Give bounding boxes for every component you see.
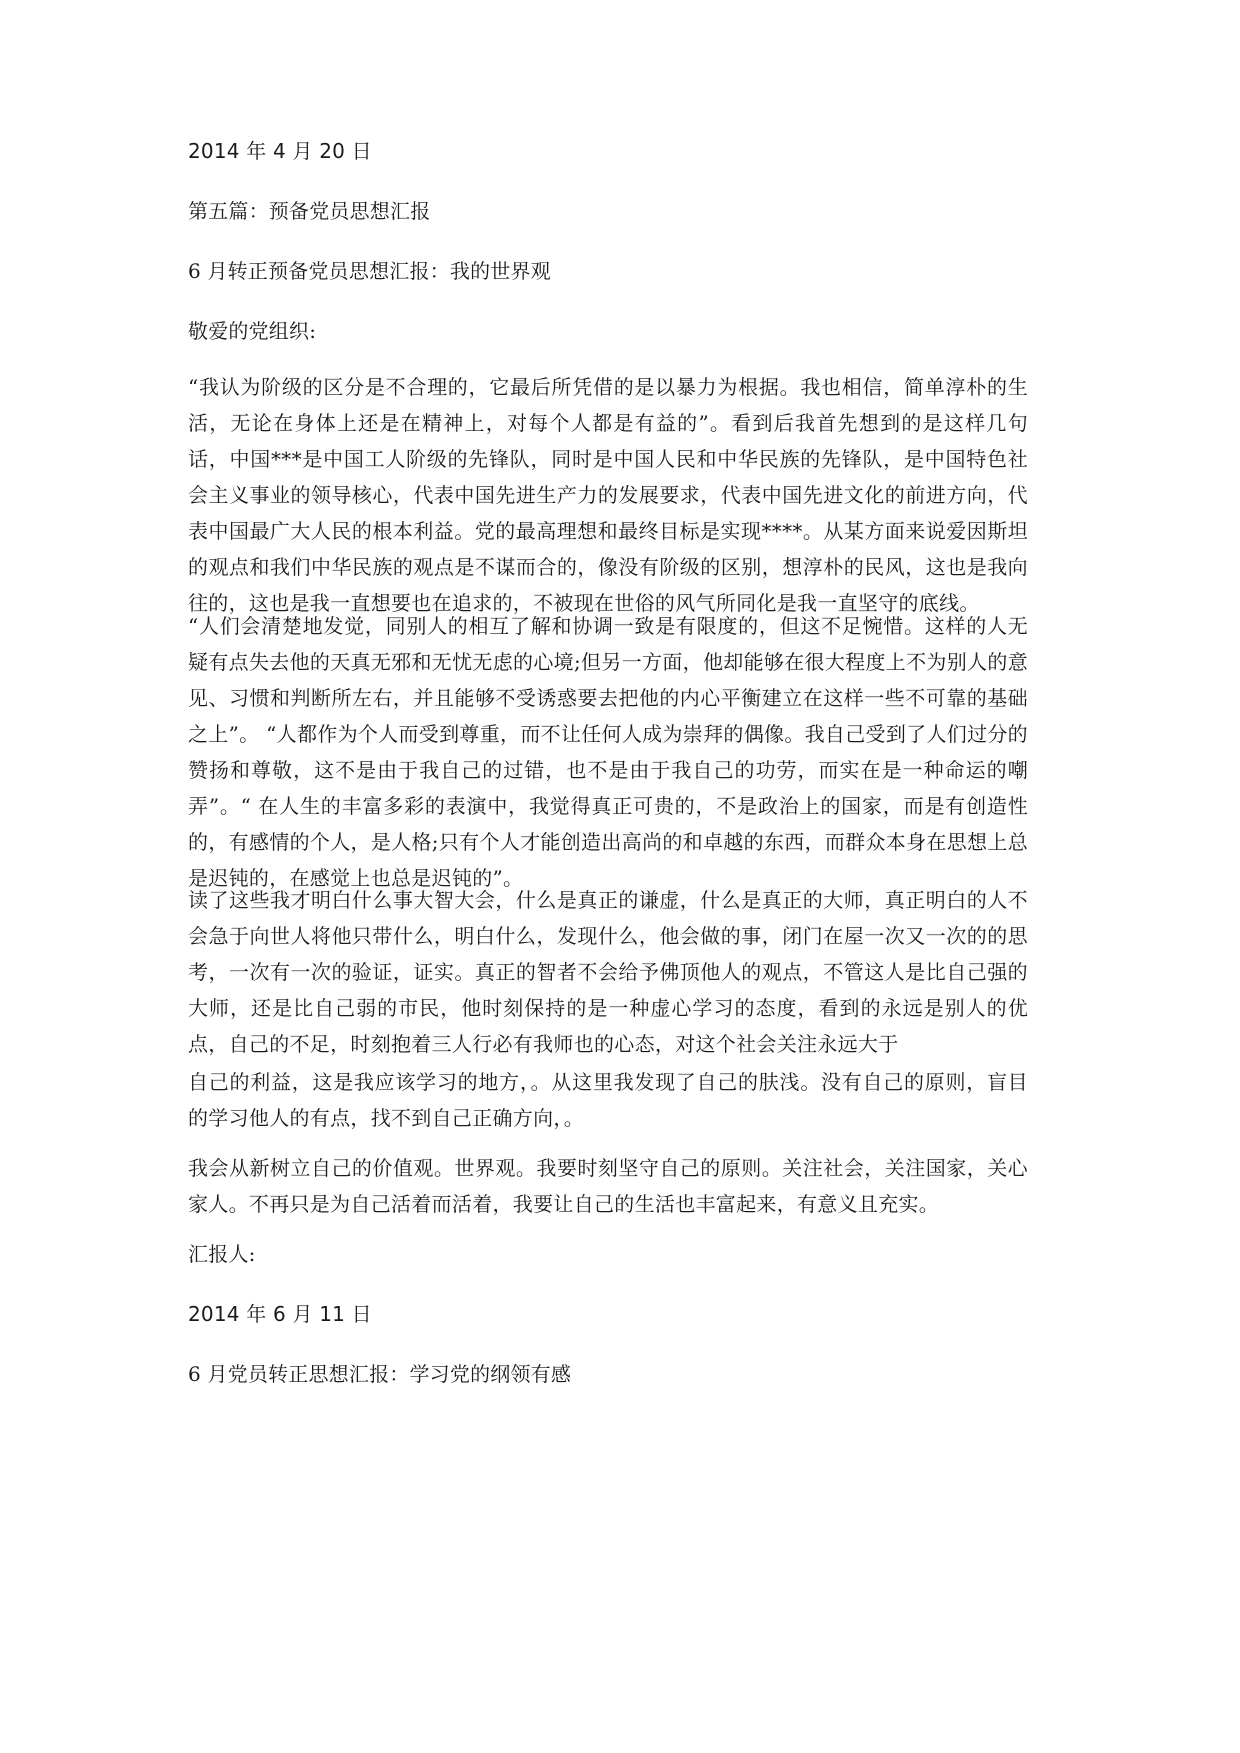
salutation: 敬爱的党组织: — [188, 319, 317, 343]
paragraph-4: 自己的利益，这是我应该学习的地方，。从这里我发现了自己的肤浅。没有自己的原则，盲目的学习他人的有点，找不到自己正确方向，。 — [188, 1070, 1028, 1130]
date-top: 2014 年 4 月 20 日 — [188, 139, 372, 163]
section-title: 第五篇：预备党员思想汇报 — [188, 199, 431, 223]
next-title: 6 月党员转正思想汇报：学习党的纲领有感 — [188, 1362, 572, 1386]
paragraph-2: “人们会清楚地发觉，同别人的相互了解和协调一致是有限度的，但这不足惋惜。这样的人无疑有点失去他的天真无邪和无忧无虑的心境;但另一方面，他却能够在很大程度上不为别人的意见、习惯和判断所左右，并且能够不受诱惑要去把他的内心平衡建立在这样一些不可靠的基础之上”。 “人都作为个人而受到尊重，而不让任何人成为崇拜的偶像。我自己受到了人们过分的赞扬和尊敬，这不是由于我自己的过错，也不是由于我自己的功劳，而实在是一种命运的嘲弄”。“ 在人生的丰富多彩的表演中，我觉得真正可贵的，不是政治上的国家，而是有创造性的，有感情的个人，是人格;只有个人才能创造出高尚的和卓越的东西，而群众本身在思想上总是迟钝的，在感觉上也总是迟钝的”。 — [188, 614, 1028, 890]
report-title: 6 月转正预备党员思想汇报：我的世界观 — [188, 259, 551, 283]
paragraph-1: “我认为阶级的区分是不合理的，它最后所凭借的是以暴力为根据。我也相信，简单淳朴的生活，无论在身体上还是在精神上，对每个人都是有益的”。看到后我首先想到的是这样几句话，中国***是中国工人阶级的先锋队，同时是中国人民和中华民族的先锋队，是中国特色社会主义事业的领导核心，代表中国先进生产力的发展要求，代表中国先进文化的前进方向，代表中国最广大人民的根本利益。党的最高理想和最终目标是实现****。从某方面来说爱因斯坦的观点和我们中华民族的观点是不谋而合的，像没有阶级的区别，想淳朴的民风，这也是我向往的，这也是我一直想要也在追求的，不被现在世俗的风气所同化是我一直坚守的底线。 — [188, 375, 1028, 615]
date-bottom: 2014 年 6 月 11 日 — [188, 1302, 372, 1326]
reporter-label: 汇报人: — [188, 1242, 256, 1266]
paragraph-3: 读了这些我才明白什么事大智大会，什么是真正的谦虚，什么是真正的大师，真正明白的人不会急于向世人将他只带什么，明白什么，发现什么，他会做的事，闭门在屋一次又一次的的思考，一次有一次的验证，证实。真正的智者不会给予佛顶他人的观点，不管这人是比自己强的大师，还是比自己弱的市民，他时刻保持的是一种虚心学习的态度，看到的永远是别人的优点，自己的不足，时刻抱着三人行必有我师也的心态，对这个社会关注永远大于 — [188, 888, 1028, 1056]
paragraph-5: 我会从新树立自己的价值观。世界观。我要时刻坚守自己的原则。关注社会，关注国家，关心家人。不再只是为自己活着而活着，我要让自己的生活也丰富起来，有意义且充实。 — [188, 1156, 1028, 1216]
